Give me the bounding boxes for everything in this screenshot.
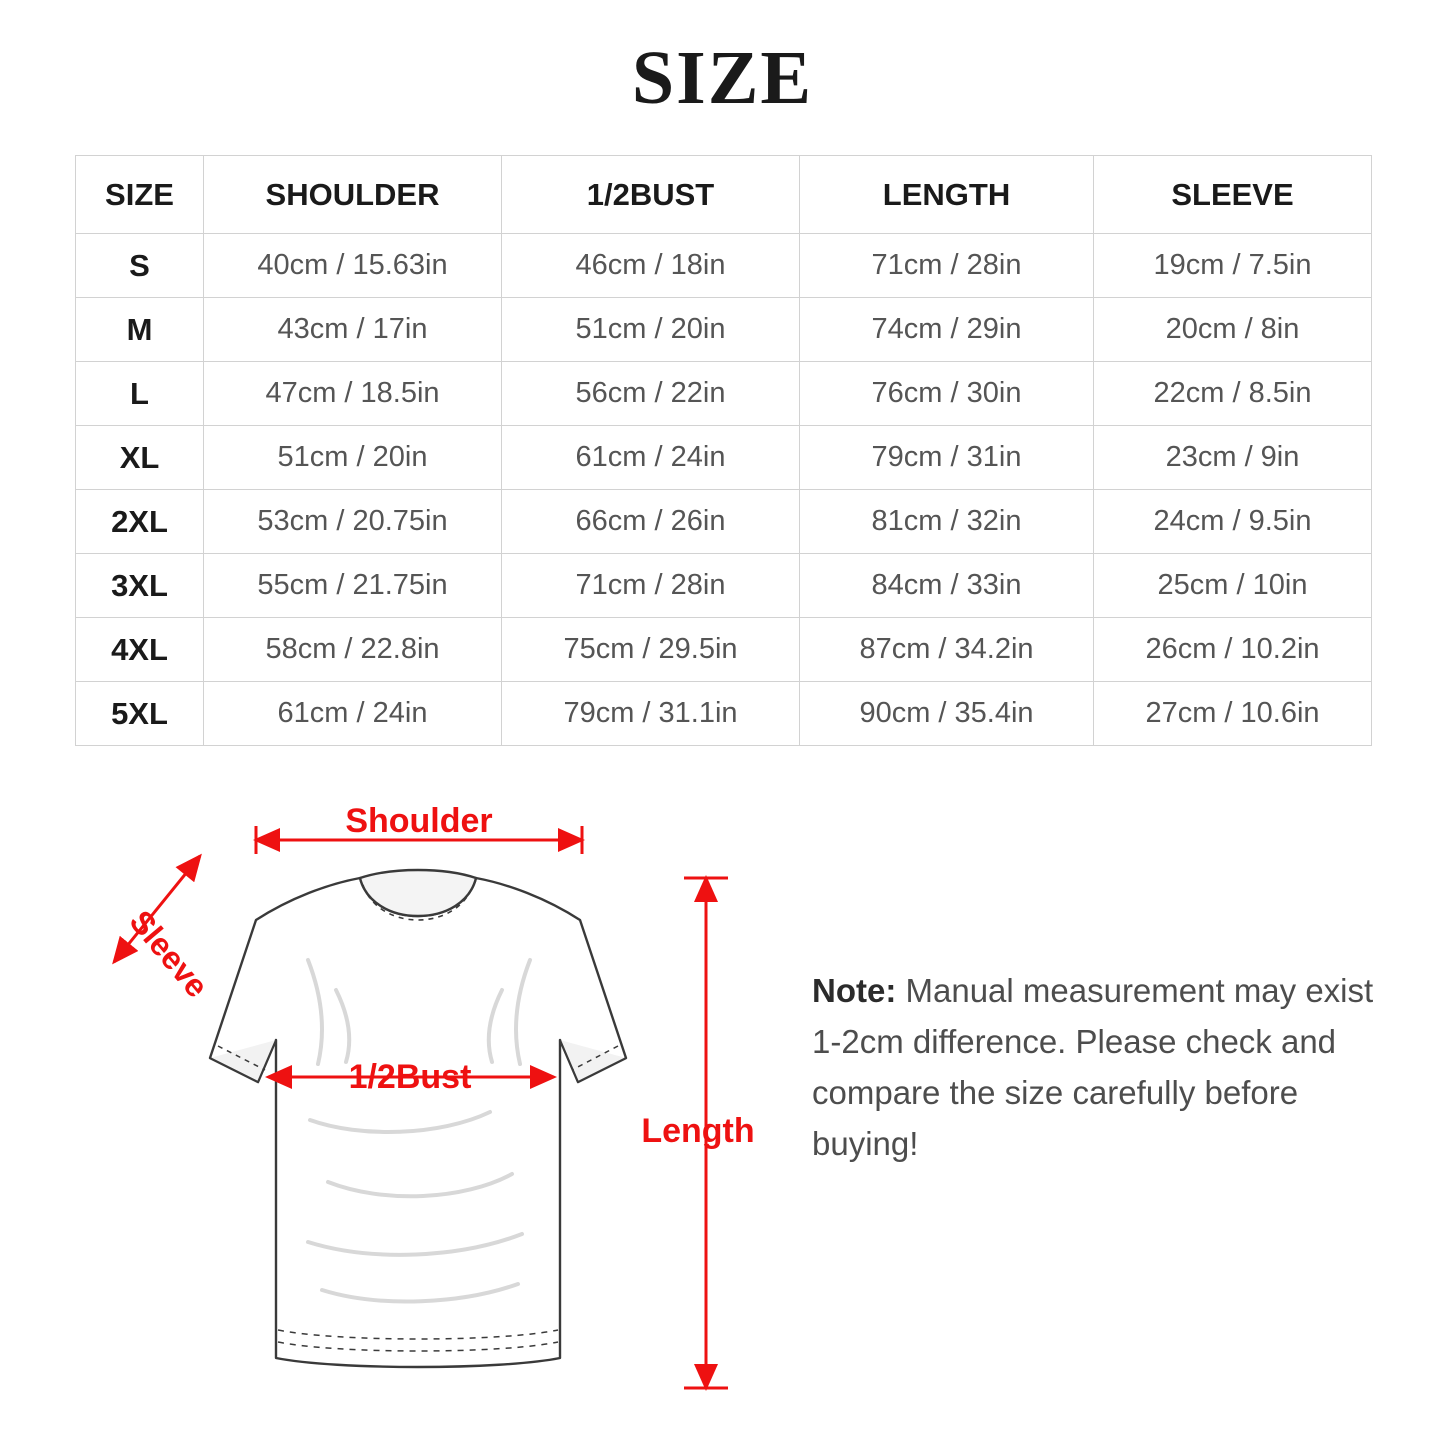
cell-shoulder: 47cm / 18.5in	[204, 362, 502, 426]
cell-length: 79cm / 31in	[800, 426, 1094, 490]
bust-label: 1/2Bust	[348, 1058, 472, 1096]
cell-bust: 71cm / 28in	[502, 554, 800, 618]
cell-length: 84cm / 33in	[800, 554, 1094, 618]
cell-sleeve: 23cm / 9in	[1094, 426, 1372, 490]
column-header-length: LENGTH	[800, 156, 1094, 234]
cell-size: 3XL	[76, 554, 204, 618]
cell-length: 74cm / 29in	[800, 298, 1094, 362]
column-header-bust: 1/2BUST	[502, 156, 800, 234]
length-label: Length	[641, 1112, 755, 1150]
cell-sleeve: 22cm / 8.5in	[1094, 362, 1372, 426]
cell-shoulder: 51cm / 20in	[204, 426, 502, 490]
sleeve-label: Sleeve	[122, 903, 216, 1005]
table-row	[76, 682, 1372, 746]
table-row	[76, 554, 1372, 618]
note-text: Manual measurement may exist 1-2cm difference. Please check and compare the size carefully before buying!	[812, 972, 1374, 1163]
page-title: SIZE	[631, 36, 814, 120]
cell-shoulder: 58cm / 22.8in	[204, 618, 502, 682]
cell-sleeve: 20cm / 8in	[1094, 298, 1372, 362]
cell-sleeve: 27cm / 10.6in	[1094, 682, 1372, 746]
table-row	[76, 618, 1372, 682]
table-row	[76, 298, 1372, 362]
cell-length: 81cm / 32in	[800, 490, 1094, 554]
cell-size: S	[76, 234, 204, 298]
cell-length: 76cm / 30in	[800, 362, 1094, 426]
cell-sleeve: 25cm / 10in	[1094, 554, 1372, 618]
cell-bust: 66cm / 26in	[502, 490, 800, 554]
cell-bust: 51cm / 20in	[502, 298, 800, 362]
cell-size: 5XL	[76, 682, 204, 746]
note-block	[812, 965, 1392, 1170]
cell-bust: 46cm / 18in	[502, 234, 800, 298]
cell-shoulder: 55cm / 21.75in	[204, 554, 502, 618]
cell-size: L	[76, 362, 204, 426]
cell-length: 90cm / 35.4in	[800, 682, 1094, 746]
cell-sleeve: 24cm / 9.5in	[1094, 490, 1372, 554]
column-header-shoulder: SHOULDER	[204, 156, 502, 234]
table-row	[76, 362, 1372, 426]
table-row	[76, 234, 1372, 298]
cell-size: 4XL	[76, 618, 204, 682]
cell-shoulder: 43cm / 17in	[204, 298, 502, 362]
cell-length: 87cm / 34.2in	[800, 618, 1094, 682]
cell-shoulder: 53cm / 20.75in	[204, 490, 502, 554]
cell-shoulder: 40cm / 15.63in	[204, 234, 502, 298]
tshirt-illustration	[210, 870, 626, 1367]
column-header-size: SIZE	[76, 156, 204, 234]
cell-bust: 79cm / 31.1in	[502, 682, 800, 746]
cell-length: 71cm / 28in	[800, 234, 1094, 298]
cell-size: 2XL	[76, 490, 204, 554]
size-table	[75, 155, 1372, 746]
cell-sleeve: 19cm / 7.5in	[1094, 234, 1372, 298]
cell-shoulder: 61cm / 24in	[204, 682, 502, 746]
note-label: Note:	[812, 972, 897, 1009]
column-header-sleeve: SLEEVE	[1094, 156, 1372, 234]
table-header-row	[76, 156, 1372, 234]
cell-bust: 75cm / 29.5in	[502, 618, 800, 682]
cell-sleeve: 26cm / 10.2in	[1094, 618, 1372, 682]
table-row	[76, 490, 1372, 554]
cell-bust: 61cm / 24in	[502, 426, 800, 490]
cell-bust: 56cm / 22in	[502, 362, 800, 426]
table-row	[76, 426, 1372, 490]
tshirt-measurement-diagram	[60, 790, 780, 1410]
shoulder-label: Shoulder	[345, 802, 493, 840]
cell-size: M	[76, 298, 204, 362]
cell-size: XL	[76, 426, 204, 490]
